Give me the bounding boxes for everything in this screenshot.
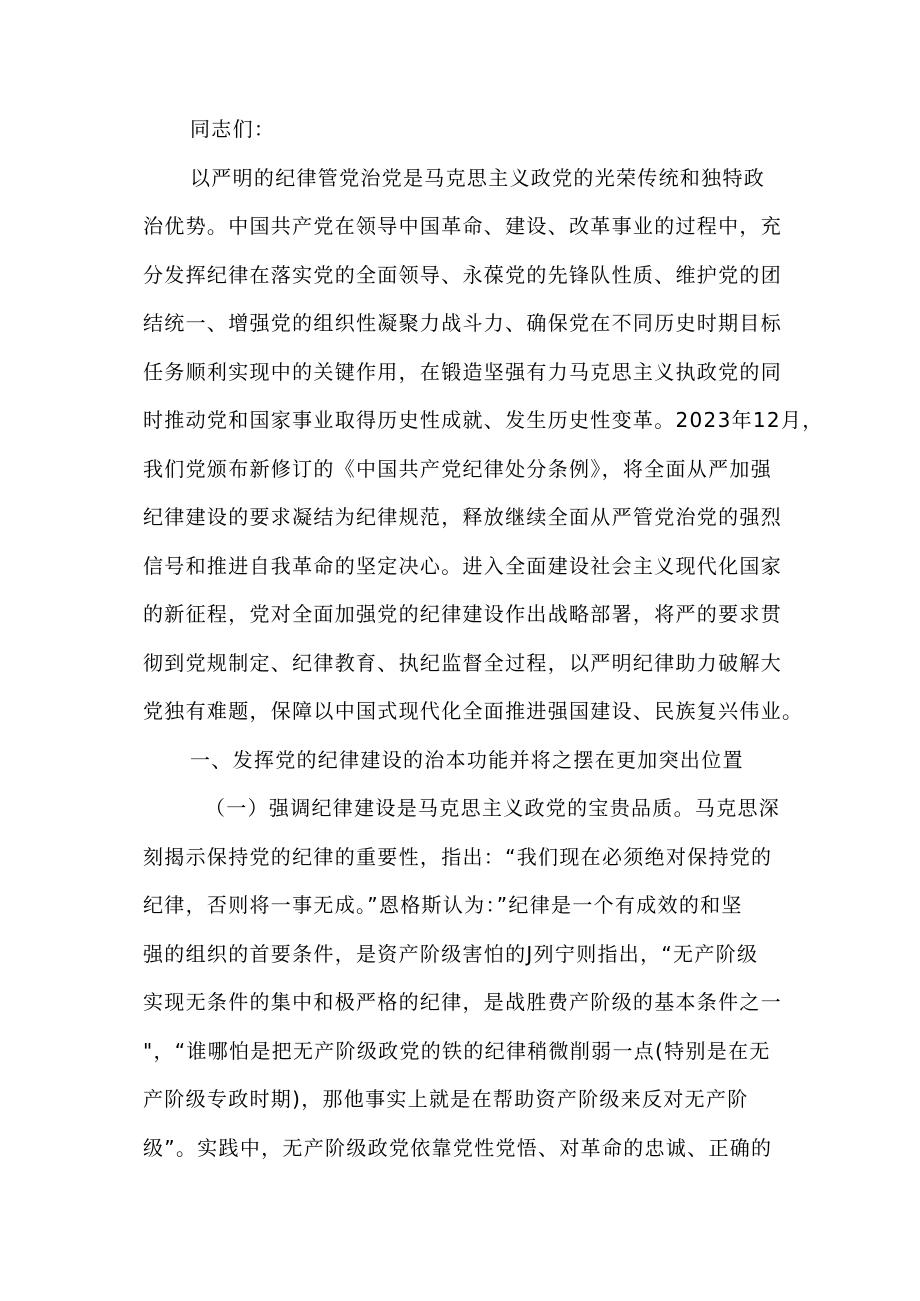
section-heading: 一、发挥党的纪律建设的治本功能并将之摆在更加突出位置 bbox=[190, 748, 744, 772]
paragraph-line: 我们党颁布新修订的《中国共产党纪律处分条例》，将全面从严加强 bbox=[143, 457, 772, 481]
paragraph-line: 时推动党和国家事业取得历史性成就、发生历史性变革。2023年12月， bbox=[143, 408, 824, 432]
paragraph-line: 治优势。中国共产党在领导中国革命、建设、改革事业的过程中，充 bbox=[143, 214, 782, 238]
paragraph-line: 的新征程，党对全面加强党的纪律建设作出战略部署，将严的要求贯 bbox=[143, 602, 782, 626]
paragraph-line: 产阶级专政时期)，那他事实上就是在帮助资产阶级来反对无产阶 bbox=[143, 1087, 749, 1111]
paragraph-line: 级”。实践中，无产阶级政党依靠党性党悟、对革命的忠诚、正确的 bbox=[143, 1136, 773, 1160]
paragraph-line: 以严明的纪律管党治党是马克思主义政党的光荣传统和独特政 bbox=[190, 166, 766, 190]
paragraph-line: 彻到党规制定、纪律教育、执纪监督全过程，以严明纪律助力破解大 bbox=[143, 651, 782, 675]
paragraph-line: 刻揭示保持党的纪律的重要性，指出：“我们现在必须绝对保持党的 bbox=[143, 845, 773, 869]
paragraph-line: 分发挥纪律在落实党的全面领导、永葆党的先锋队性质、维护党的团 bbox=[143, 263, 782, 287]
paragraph-line: 纪律建设的要求凝结为纪律规范，释放继续全面从严管党治党的强烈 bbox=[143, 505, 782, 529]
paragraph-line: 纪律，否则将一事无成。”恩格斯认为：”纪律是一个有成效的和坚 bbox=[143, 893, 743, 917]
paragraph-line: 信号和推进自我革命的坚定决心。进入全面建设社会主义现代化国家 bbox=[143, 554, 782, 578]
subsection-heading: （一）强调纪律建设是马克思主义政党的宝贵品质。马克思深 bbox=[205, 796, 781, 820]
paragraph-line: 实现无条件的集中和极严格的纪律，是战胜费产阶级的基本条件之一 bbox=[143, 990, 782, 1014]
paragraph-line: "，“谁哪怕是把无产阶级政党的铁的纪律稍微削弱一点(特别是在无 bbox=[143, 1039, 771, 1063]
paragraph-line: 党独有难题，保障以中国式现代化全面推进强国建设、民族复兴伟业。 bbox=[143, 699, 804, 723]
paragraph-line: 任务顺利实现中的关键作用，在锻造坚强有力马克思主义执政党的同 bbox=[143, 360, 782, 384]
paragraph-line: 强的组织的首要条件，是资产阶级害怕的J列宁则指出，“无产阶级 bbox=[143, 942, 759, 966]
salutation: 同志们： bbox=[190, 117, 276, 141]
paragraph-line: 结统一、增强党的组织性凝聚力战斗力、确保党在不同历史时期目标 bbox=[143, 311, 782, 335]
